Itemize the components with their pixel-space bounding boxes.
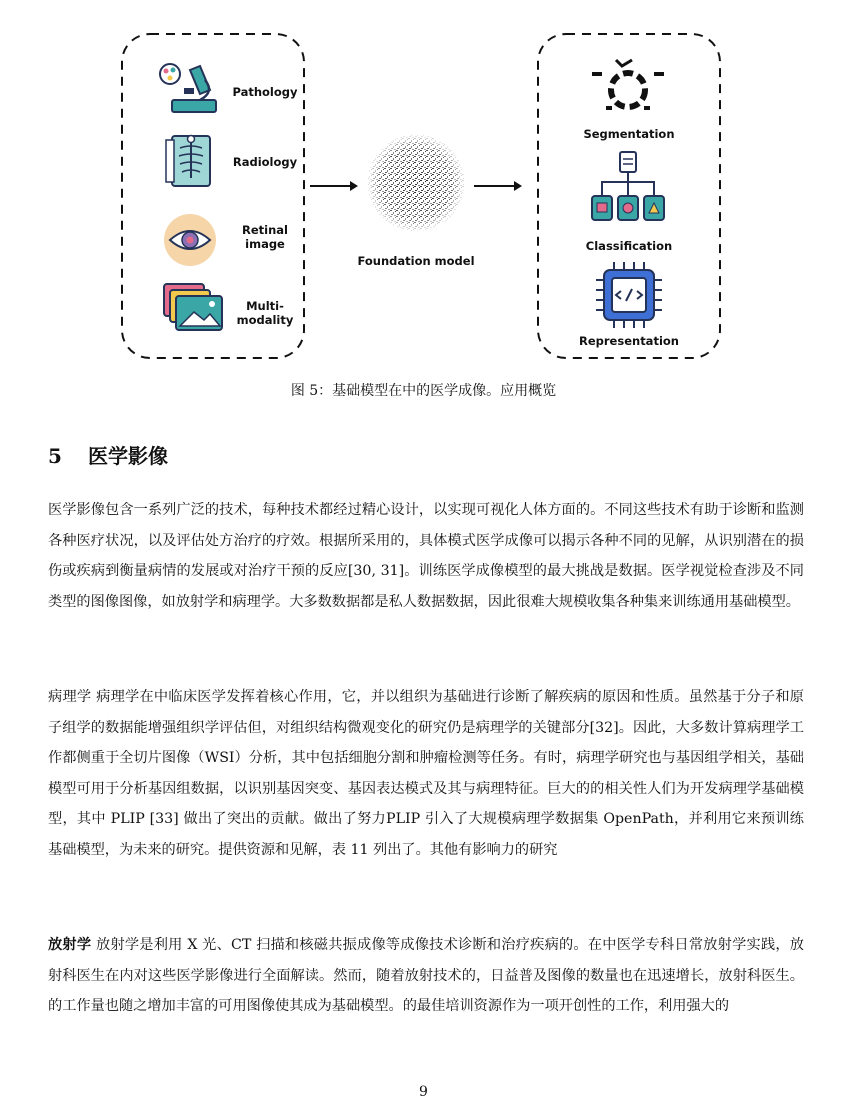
label-multi-modality: Multi- modality [236,299,294,327]
radiology-body: 放射学是利用 X 光、CT 扫描和核磁共振成像等成像技术诊断和治疗疾病的。在中医学专科日常放射学实践，放射科医生在内对这些医学影像进行全面解读。然而，随着放射技术的，日益普及图像的数量也在迅速增长，放射科医生。的工作量也随之增加丰富的可用图像使其成为基础模型。的最佳培训资源作为一项开创性的工作，利用强大的 [48,937,804,1014]
xray-icon [166,136,210,187]
image-stack-icon [164,284,222,330]
arrow-input-to-model [310,181,358,191]
chip-icon [596,262,662,328]
arrow-model-to-output [474,181,522,191]
microscope-icon [160,64,216,112]
label-classification: Classification [585,239,673,253]
label-foundation-model: Foundation model [357,254,475,268]
foundation-model-sphere [368,135,464,231]
section-title: 医学影像 [88,444,168,468]
eye-icon [164,214,216,266]
section-number: 5 [48,444,62,468]
radiology-lead: 放射学 [48,937,92,953]
page-number: 9 [419,1084,428,1100]
paragraph-intro: 医学影像包含一系列广泛的技术，每种技术都经过精心设计，以实现可视化人体方面的。不同这些技术有助于诊断和监测各种医疗状况，以及评估处方治疗的疗效。根据所采用的，具体模式医学成像可以揭示各种不同的见解，从识别潜在的损伤或疾病到衡量病情的发展或对治疗干预的反应[30, 31]。训练医学成像模型的最大挑战是数据。医学视觉检查涉及不同类型的图像图像，如放射学和病理学。大多数数据都是私人数据数据，因此很难大规模收集各种集来训练通用基础模型。 [48,502,804,610]
paragraph-radiology [48,930,804,1022]
classification-icon [592,152,664,220]
label-radiology: Radiology [232,155,298,169]
section-heading [48,440,168,469]
figure-diagram [0,0,847,375]
figure-5 [0,0,847,410]
label-representation: Representation [579,334,679,348]
label-pathology: Pathology [232,85,298,99]
label-segmentation: Segmentation [583,127,675,141]
paragraph-pathology: 病理学 病理学在中临床医学发挥着核心作用，它，并以组织为基础进行诊断了解疾病的原因和性质。虽然基于分子和原子组学的数据能增强组织学评估但，对组织结构微观变化的研究仍是病理学的关键部分[32]。因此，大多数计算病理学工作都侧重于全切片图像（WSI）分析，其中包括细胞分割和肿瘤检测等任务。有时，病理学研究也与基因组学相关，基础模型可用于分析基因组数据，以识别基因突变、基因表达模式及其与病理特征。巨大的的相关性人们为开发病理学基础模型，其中 PLIP [33] 做出了突出的贡献。做出了努力PLIP 引入了大规模病理学数据集 OpenPath，并利用它来预训练基础模型，为未来的研究。提供资源和见解，表 11 列出了。其他有影响力的研究 [48,689,804,858]
figure-caption: 图 5：基础模型在中的医学成像。应用概览 [290,383,557,399]
segmentation-icon [592,60,664,110]
label-retinal-image: Retinal image [242,223,288,251]
